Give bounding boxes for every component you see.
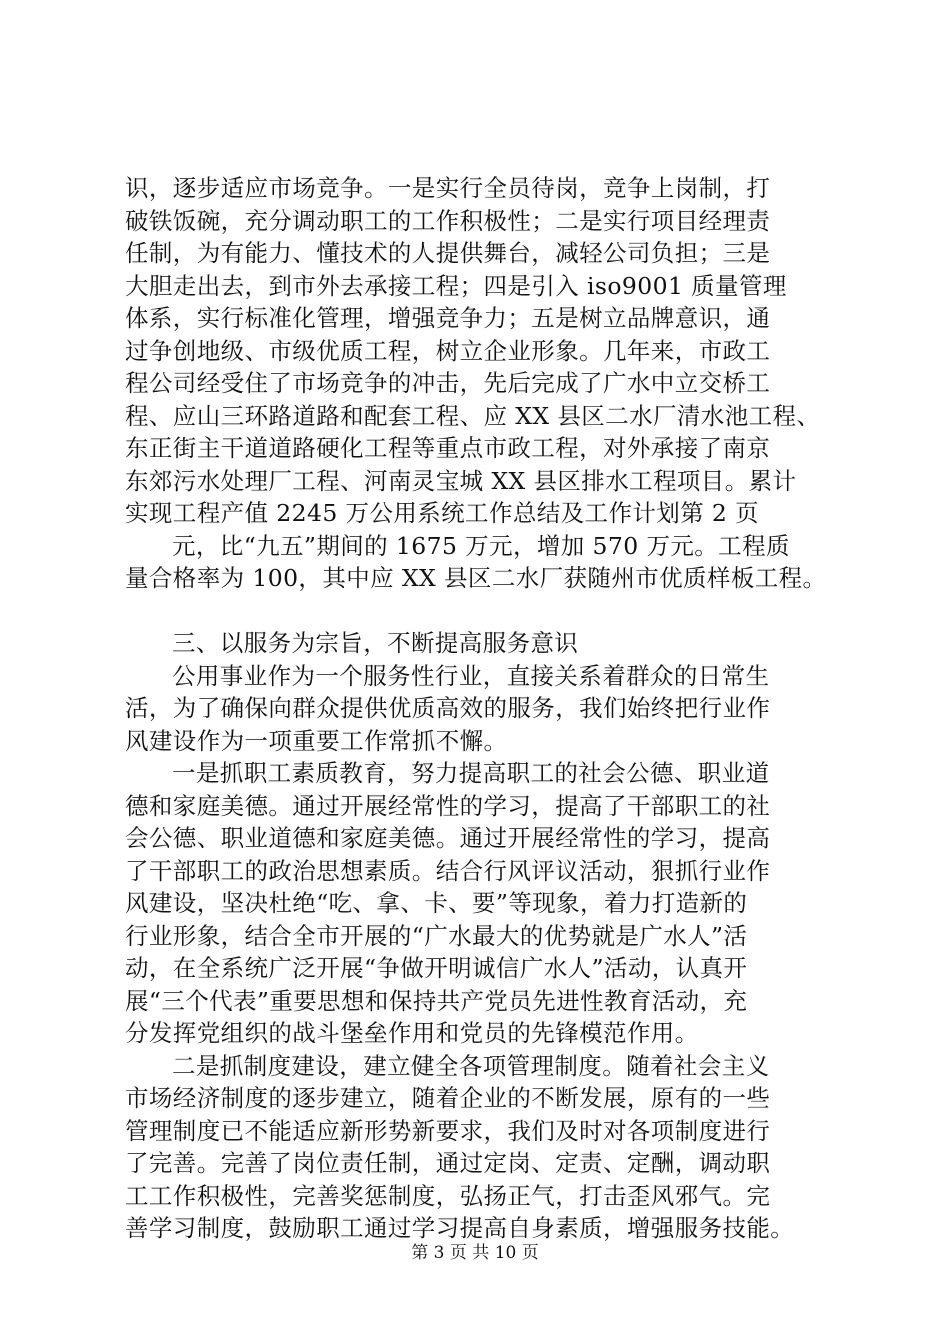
text-line: 二是抓制度建设，建立健全各项管理制度。随着社会主义 [172, 1051, 770, 1080]
text-line: 了完善。完善了岗位责任制，通过定岗、定责、定酬，调动职 [125, 1149, 771, 1177]
document-body [125, 172, 845, 1245]
text-line: 过争创地级、市级优质工程，树立企业形象。几年来，市政工 [125, 336, 771, 365]
text-line: 量合格率为 100，其中应 XX 县区二水厂获随州市优质样板工程。 [125, 564, 827, 592]
text-line: 市场经济制度的逐步建立，随着企业的不断发展，原有的一些 [125, 1084, 771, 1112]
text-line: 元，比“九五”期间的 1675 万元，增加 570 万元。工程质 [172, 531, 790, 560]
text-line: 管理制度已不能适应新形势新要求，我们及时对各项制度进行 [125, 1116, 771, 1145]
text-line: 大胆走出去，到市外去承接工程；四是引入 iso9001 质量管理 [125, 271, 787, 300]
page-footer: 第 3 页 共 10 页 [411, 1243, 539, 1263]
paragraph-gap [125, 595, 845, 628]
text-line: 德和家庭美德。通过开展经常性的学习，提高了干部职工的社 [125, 791, 771, 820]
text-line: 东正街主干道道路硬化工程等重点市政工程，对外承接了南京 [125, 434, 771, 462]
text-line: 破铁饭碗，充分调动职工的工作积极性；二是实行项目经理责 [125, 206, 771, 235]
text-line: 动，在全系统广泛开展“争做开明诚信广水人”活动，认真开 [125, 954, 748, 982]
text-line: 程、应山三环路道路和配套工程、应 XX 县区二水厂清水池工程、 [125, 401, 821, 430]
text-line: 东郊污水处理厂工程、河南灵宝城 XX 县区排水工程项目。累计 [125, 466, 797, 495]
text-line: 风建设，坚决杜绝“吃、拿、卡、要”等现象，着力打造新的 [125, 889, 748, 917]
text-line: 三、以服务为宗旨，不断提高服务意识 [172, 629, 579, 657]
text-line: 工工作积极性，完善奖惩制度，弘扬正气，打击歪风邪气。完 [125, 1181, 771, 1210]
text-line: 程公司经受住了市场竞争的冲击，先后完成了广水中立交桥工 [125, 369, 771, 397]
text-line: 实现工程产值 2245 万公用系统工作总结及工作计划第 2 页 [125, 499, 760, 527]
text-line: 风建设作为一项重要工作常抓不懈。 [125, 726, 508, 755]
text-line: 善学习制度，鼓励职工通过学习提高自身素质，增强服务技能。 [125, 1214, 795, 1242]
text-line: 分发挥党组织的战斗堡垒作用和党员的先锋模范作用。 [125, 1019, 699, 1047]
text-line: 一是抓职工素质教育，努力提高职工的社会公德、职业道 [172, 759, 770, 787]
text-line: 行业形象，结合全市开展的“广水最大的优势就是广水人”活 [125, 921, 748, 950]
text-line: 任制，为有能力、懂技术的人提供舞台，减轻公司负担；三是 [125, 239, 771, 267]
text-line: 展“三个代表”重要思想和保持共产党员先进性教育活动，充 [125, 986, 748, 1015]
text-line: 活，为了确保向群众提供优质高效的服务，我们始终把行业作 [125, 694, 771, 722]
text-line: 识，逐步适应市场竞争。一是实行全员待岗，竞争上岗制，打 [125, 174, 771, 202]
text-line: 公用事业作为一个服务性行业，直接关系着群众的日常生 [172, 661, 770, 690]
text-line: 体系，实行标准化管理，增强竞争力；五是树立品牌意识，通 [125, 304, 771, 332]
text-line: 会公德、职业道德和家庭美德。通过开展经常性的学习，提高 [125, 824, 771, 852]
text-line: 了干部职工的政治思想素质。结合行风评议活动，狠抓行业作 [125, 856, 771, 885]
